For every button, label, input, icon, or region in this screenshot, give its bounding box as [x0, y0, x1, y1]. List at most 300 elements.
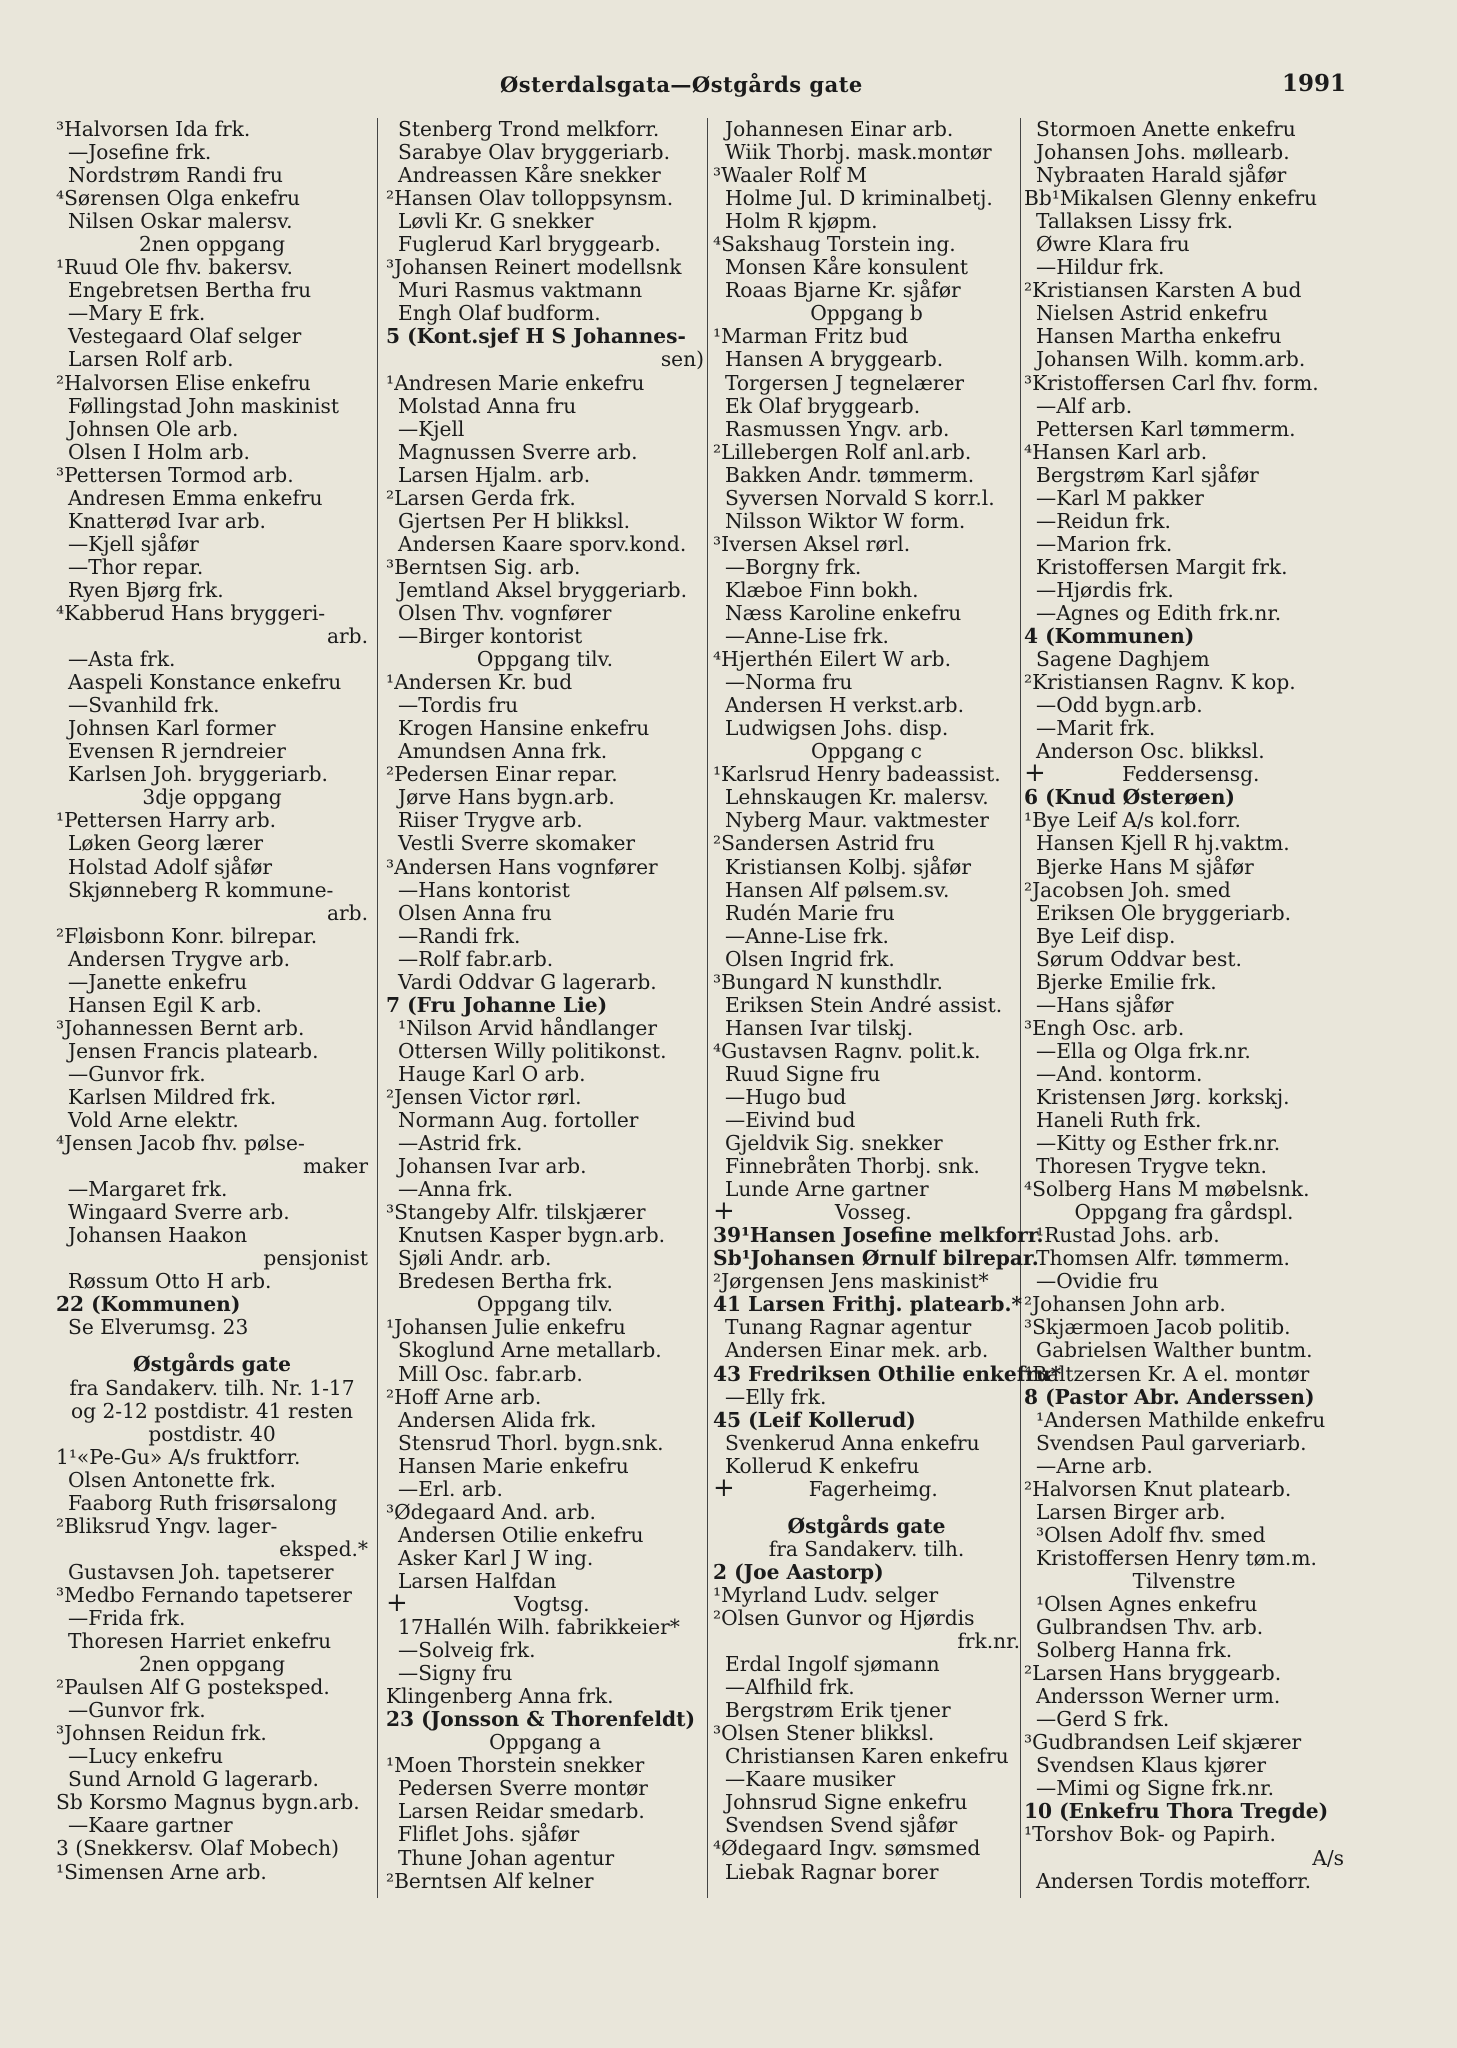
directory-entry: 41 Larsen Frithj. platearb.* [713, 1292, 1023, 1317]
directory-entry: Andersson Werner urm. [1036, 1684, 1281, 1709]
directory-entry: ¹Nilson Arvid håndlanger [398, 1015, 658, 1040]
directory-entry: —Lucy enkefru [68, 1744, 223, 1769]
directory-entry: Larsen Halfdan [398, 1568, 557, 1593]
directory-entry: Nilsson Wiktor W form. [725, 508, 966, 533]
directory-entry: Svendsen Klaus kjører [1036, 1753, 1267, 1778]
column-rule [1020, 118, 1021, 1898]
directory-entry: fra Sandakerv. tilh. Nr. 1-17 [69, 1375, 355, 1400]
directory-entry: Oppgang b [810, 301, 923, 326]
directory-entry: Wingaard Sverre arb. [68, 1200, 290, 1225]
directory-entry: og 2-12 postdistr. 41 resten [70, 1398, 354, 1423]
directory-entry: ³Ødegaard And. arb. [386, 1499, 596, 1524]
directory-entry: Ottersen Willy politikonst. [398, 1038, 667, 1063]
directory-entry: Svenkerud Anna enkefru [725, 1430, 980, 1455]
column-rule [377, 118, 378, 1898]
directory-entry: —Eivind bud [725, 1108, 856, 1133]
directory-entry: ²Lillebergen Rolf anl.arb. [713, 439, 972, 464]
directory-entry: Østgårds gate [787, 1513, 946, 1538]
directory-entry: ²Halvorsen Knut platearb. [1024, 1476, 1292, 1501]
directory-entry: ²Halvorsen Elise enkefru [56, 370, 311, 395]
directory-entry: Gustavsen Joh. tapetserer [68, 1559, 334, 1584]
directory-entry: ⁴Hansen Karl arb. [1024, 439, 1208, 464]
directory-entry: Klæboe Finn bokh. [725, 577, 919, 602]
directory-entry: —Borgny frk. [725, 554, 862, 579]
directory-entry: 8 (Pastor Abr. Anderssen) [1024, 1384, 1315, 1409]
directory-entry: Larsen Birger arb. [1036, 1499, 1226, 1524]
directory-entry: 4 (Kommunen) [1024, 624, 1195, 649]
column-rule [707, 118, 708, 1898]
directory-entry: Oppgang fra gårdspl. [1074, 1200, 1294, 1225]
directory-entry: Gjeldvik Sig. snekker [725, 1131, 943, 1156]
directory-entry: —Astrid frk. [398, 1131, 523, 1156]
directory-entry: ²Hansen Olav tolloppsynsm. [386, 186, 674, 211]
directory-entry: —Janette enkefru [68, 969, 248, 994]
directory-entry: Tunang Ragnar agentur [725, 1315, 972, 1340]
directory-entry: Johansen Haakon [68, 1223, 248, 1248]
directory-entry: —Reidun frk. [1036, 508, 1171, 533]
directory-entry: Christiansen Karen enkefru [725, 1744, 1009, 1769]
directory-entry: Ruud Signe fru [725, 1061, 881, 1086]
directory-entry: Tilvenstre [1132, 1568, 1236, 1593]
directory-entry: —Anne-Lise frk. [725, 624, 889, 649]
directory-entry: fra Sandakerv. tilh. [768, 1536, 965, 1561]
directory-entry: ²Olsen Gunvor og Hjørdis [713, 1606, 975, 1630]
directory-entry: —Anne-Lise frk. [725, 923, 889, 948]
directory-entry: —Kaare gartner [68, 1813, 233, 1838]
page-header [0, 72, 1457, 112]
directory-entry: arb. [326, 900, 368, 925]
directory-entry: ¹Rustad Johs. arb. [1036, 1223, 1220, 1248]
directory-entry: Oppgang c [810, 739, 922, 764]
directory-entry: Svendsen Svend sjåfør [725, 1813, 958, 1838]
directory-entry: Kristiansen Kolbj. sjåfør [725, 854, 971, 879]
directory-entry: —Josefine frk. [68, 140, 212, 165]
directory-entry: Sjøli Andr. arb. [398, 1246, 552, 1271]
directory-entry: —Signy fru [398, 1661, 513, 1686]
directory-entry: 3dje oppgang [142, 785, 282, 810]
directory-entry: —And. kontorm. [1036, 1061, 1203, 1086]
directory-entry: Gabrielsen Walther buntm. [1036, 1338, 1313, 1363]
directory-entry: ¹Moen Thorstein snekker [386, 1753, 645, 1778]
directory-entry: —Marion frk. [1036, 531, 1173, 556]
directory-entry: ³Olsen Adolf fhv. smed [1036, 1522, 1266, 1547]
directory-entry: ³Medbo Fernando tapetserer [56, 1582, 352, 1607]
directory-entry: Andersen H verkst.arb. [725, 693, 964, 718]
directory-entry: ²Sandersen Astrid fru [713, 831, 935, 856]
directory-entry: Amundsen Anna frk. [398, 739, 608, 764]
directory-entry: ¹Pettersen Harry arb. [56, 808, 277, 833]
directory-entry: 10 (Enkefru Thora Tregde) [1024, 1799, 1329, 1824]
directory-entry: —Norma fru [725, 670, 853, 695]
directory-entry: ³Johannessen Bernt arb. [56, 1015, 305, 1040]
directory-entry: A/s [1312, 1845, 1344, 1870]
directory-entry: eksped.* [279, 1536, 368, 1561]
directory-entry: 7 (Fru Johanne Lie) [386, 992, 608, 1017]
directory-entry: Øwre Klara fru [1036, 232, 1190, 257]
directory-entry: Fuglerud Karl bryggearb. [398, 232, 661, 257]
directory-entry: Hansen Martha enkefru [1036, 324, 1282, 349]
directory-entry: Johnsen Karl former [68, 716, 276, 741]
directory-entry: Andersen Alida frk. [398, 1407, 597, 1432]
directory-entry: ¹Olsen Agnes enkefru [1036, 1592, 1258, 1616]
column-1 [56, 118, 368, 1884]
column-3 [713, 117, 1062, 1884]
directory-entry: Andresen Emma enkefru [68, 485, 323, 510]
directory-entry: ¹Karlsrud Henry badeassist. [713, 762, 1001, 787]
directory-entry: —Mimi og Signe frk.nr. [1036, 1776, 1275, 1801]
directory-entry: Kollerud K enkefru [725, 1453, 920, 1478]
directory-entry: —Arne arb. [1036, 1453, 1153, 1478]
directory-entry: Thoresen Harriet enkefru [68, 1629, 332, 1654]
directory-entry: ³Berntsen Sig. arb. [386, 554, 581, 579]
directory-entry: ⁴Ødegaard Ingv. sømsmed [713, 1836, 981, 1861]
directory-entry: Andersen Einar mek. arb. [725, 1338, 989, 1363]
directory-entry: Andersen Trygve arb. [68, 946, 291, 971]
directory-entry: Jensen Francis platearb. [68, 1038, 319, 1063]
directory-entry: Syversen Norvald S korr.l. [725, 485, 995, 510]
directory-entry: Olsen Antonette frk. [68, 1467, 276, 1492]
directory-entry: ²Larsen Hans bryggearb. [1024, 1661, 1282, 1686]
directory-entry: —Ella og Olga frk.nr. [1036, 1038, 1251, 1063]
directory-entry: 3 (Snekkersv. Olaf Mobech) [56, 1836, 339, 1861]
directory-entry: —Hugo bud [725, 1084, 847, 1109]
directory-entry: —Elly frk. [725, 1384, 827, 1409]
directory-entry: 39¹Hansen Josefine melkforr. [713, 1223, 1044, 1248]
directory-entry: ²Jensen Victor rørl. [386, 1084, 582, 1109]
directory-entry: Johannesen Einar arb. [725, 117, 954, 141]
directory-entry: 17Hallén Wilh. fabrikkeier* [398, 1615, 680, 1640]
directory-entry: —Gerd S frk. [1036, 1707, 1170, 1732]
directory-entry: Oppgang a [489, 1730, 601, 1755]
directory-entry: Vold Arne elektr. [68, 1108, 239, 1133]
directory-entry: Fliflet Johs. sjåfør [398, 1822, 580, 1847]
directory-entry: Hansen Alf pølsem.sv. [725, 877, 950, 902]
directory-entry: Erdal Ingolf sjømann [725, 1652, 940, 1677]
directory-entry: Thomsen Alfr. tømmerm. [1036, 1246, 1290, 1271]
directory-entry: + Feddersensg. [1024, 758, 1260, 789]
directory-entry: Røssum Otto H arb. [68, 1269, 272, 1294]
directory-entry: ¹Ruud Ole fhv. bakersv. [56, 255, 293, 280]
directory-entry: 6 (Knud Østerøen) [1024, 785, 1235, 810]
directory-entry: Stenberg Trond melkforr. [398, 117, 660, 141]
directory-entry: Knutsen Kasper bygn.arb. [398, 1223, 666, 1248]
directory-entry: ²Johansen John arb. [1024, 1292, 1226, 1317]
directory-entry: Tallaksen Lissy frk. [1036, 209, 1234, 234]
directory-entry: Johansen Wilh. komm.arb. [1036, 347, 1306, 372]
directory-entry: Bredesen Bertha frk. [398, 1269, 613, 1294]
directory-entry: ⁴Baltzersen Kr. A el. montør [1024, 1361, 1310, 1386]
directory-entry: Normann Aug. fortoller [398, 1108, 639, 1133]
directory-entry: ²Bliksrud Yngv. lager- [56, 1513, 278, 1538]
directory-entry: Klingenberg Anna frk. [386, 1684, 614, 1709]
directory-entry: Holstad Adolf sjåfør [68, 854, 272, 879]
directory-entry: Engebretsen Bertha fru [68, 278, 312, 303]
directory-entry: Hansen Egil K arb. [68, 992, 262, 1017]
directory-entry: Stormoen Anette enkefru [1036, 117, 1296, 141]
directory-entry: Haneli Ruth frk. [1036, 1108, 1202, 1133]
directory-entry: sen) [660, 347, 704, 372]
directory-entry: ²Pedersen Einar repar. [386, 762, 618, 787]
directory-entry: Vardi Oddvar G lagerarb. [398, 969, 657, 994]
directory-entry: —Thor repar. [68, 554, 204, 579]
directory-entry: Finnebråten Thorbj. snk. [725, 1154, 980, 1179]
directory-entry: —Frida frk. [68, 1606, 186, 1630]
directory-entry: Andersen Kaare sporv.kond. [398, 531, 687, 556]
directory-entry: Bergstrøm Karl sjåfør [1036, 462, 1259, 487]
directory-entry: arb. [326, 624, 368, 649]
directory-entry: ³Skjærmoen Jacob politib. [1024, 1315, 1291, 1340]
directory-entry: Lunde Arne gartner [725, 1177, 929, 1202]
directory-entry: —Gunvor frk. [68, 1061, 206, 1086]
directory-entry: Nielsen Astrid enkefru [1036, 301, 1268, 326]
directory-entry: Liebak Ragnar borer [725, 1859, 939, 1884]
directory-entry: Hansen Ivar tilskj. [725, 1015, 914, 1040]
directory-entry: Eriksen Ole bryggeriarb. [1036, 900, 1292, 925]
directory-entry: Johansen Johs. møllearb. [1036, 140, 1290, 165]
directory-entry: —Marit frk. [1036, 716, 1156, 741]
column-4 [1024, 118, 1344, 1893]
directory-entry: Nybraaten Harald sjåfør [1036, 163, 1287, 188]
directory-entry: —Birger kontorist [398, 624, 583, 649]
directory-entry: ²Jørgensen Jens maskinist* [713, 1269, 989, 1294]
directory-entry: Larsen Reidar smedarb. [398, 1799, 645, 1824]
directory-entry: —Kjell sjåfør [68, 531, 199, 556]
directory-entry: Sb Korsmo Magnus bygn.arb. [56, 1790, 360, 1815]
directory-entry: ³Iversen Aksel rørl. [713, 531, 911, 556]
directory-entry: ¹Torshov Bok- og Papirh. [1024, 1822, 1276, 1847]
directory-entry: ³Halvorsen Ida frk. [56, 117, 251, 141]
directory-entry: Karlsen Mildred frk. [68, 1084, 277, 1109]
directory-entry: ¹Andersen Kr. bud [386, 670, 573, 695]
directory-entry: Sagene Daghjem [1036, 647, 1210, 672]
directory-entry: Skoglund Arne metallarb. [398, 1338, 662, 1363]
directory-entry: Olsen Ingrid frk. [725, 946, 895, 971]
directory-entry: Anderson Osc. blikksl. [1036, 739, 1265, 764]
directory-entry: Andreassen Kåre snekker [398, 163, 661, 188]
directory-entry: ³Stangeby Alfr. tilskjærer [386, 1200, 646, 1225]
directory-entry: Roaas Bjarne Kr. sjåfør [725, 278, 961, 303]
directory-entry: ¹Marman Fritz bud [713, 324, 909, 349]
directory-entry: ³Andersen Hans vognfører [386, 854, 658, 879]
directory-entry: —Hans sjåfør [1036, 992, 1174, 1017]
directory-entry: ³Kristoffersen Carl fhv. form. [1024, 370, 1319, 395]
directory-entry: Se Elverumsg. 23 [68, 1315, 249, 1340]
directory-entry: Løken Georg lærer [68, 831, 264, 856]
directory-entry: Vestegaard Olaf selger [68, 324, 302, 349]
directory-entry: Wiik Thorbj. mask.montør [725, 140, 992, 165]
directory-entry: ²Paulsen Alf G posteksped. [56, 1675, 330, 1700]
directory-entry: ⁴Gustavsen Ragnv. polit.k. [713, 1038, 981, 1063]
directory-entry: Østgårds gate [133, 1352, 291, 1377]
directory-entry: Torgersen J tegnelærer [725, 370, 965, 395]
cross-reference-mark: + [1024, 758, 1046, 789]
cross-reference-mark: + [386, 1588, 408, 1618]
directory-entry: Bye Leif disp. [1036, 923, 1176, 948]
directory-entry: —Solveig frk. [398, 1638, 536, 1663]
directory-entry: Krogen Hansine enkefru [398, 716, 650, 741]
directory-entry: postdistr. 40 [148, 1421, 276, 1446]
directory-entry: Johnsrud Signe enkefru [725, 1790, 968, 1815]
page-number: 1991 [1282, 70, 1347, 97]
directory-entry: frk.nr. [957, 1629, 1020, 1654]
directory-entry: ²Larsen Gerda frk. [386, 485, 576, 510]
directory-entry: Ludwigsen Johs. disp. [725, 716, 949, 741]
directory-entry: Olsen I Holm arb. [68, 439, 250, 464]
directory-entry: Oppgang tilv. [476, 1292, 614, 1317]
directory-entry: Pedersen Sverre montør [398, 1776, 648, 1801]
directory-entry: —Kitty og Esther frk.nr. [1036, 1131, 1281, 1156]
directory-entry: Løvli Kr. G snekker [398, 209, 594, 234]
directory-entry: Magnussen Sverre arb. [398, 439, 638, 464]
directory-entry: Sørum Oddvar best. [1036, 946, 1242, 971]
directory-entry: —Alfhild frk. [725, 1675, 855, 1700]
directory-entry: ³Gudbrandsen Leif skjærer [1024, 1730, 1302, 1755]
directory-entry: Jørve Hans bygn.arb. [398, 785, 615, 810]
directory-entry: 23 (Jonsson & Thorenfeldt) [386, 1707, 696, 1732]
directory-entry [56, 1339, 368, 1353]
directory-entry: ²Kristiansen Karsten A bud [1024, 278, 1302, 303]
directory-entry: Larsen Rolf arb. [68, 347, 234, 372]
directory-entry: —Randi frk. [398, 923, 521, 948]
directory-entry: Bjerke Emilie frk. [1036, 969, 1217, 994]
cross-reference-mark: + [713, 1472, 735, 1503]
directory-entry: Nyberg Maur. vaktmester [725, 808, 989, 833]
directory-entry: Johnsen Ole arb. [68, 416, 239, 441]
directory-entry: Olsen Anna fru [398, 900, 552, 925]
directory-entry: Ryen Bjørg frk. [68, 577, 224, 602]
directory-entry: ²Kristiansen Ragnv. K kop. [1024, 670, 1296, 695]
directory-entry: ¹Bye Leif A/s kol.forr. [1024, 808, 1241, 833]
directory-entry: ³Johnsen Reidun frk. [56, 1721, 267, 1746]
directory-entry: Bb¹Mikalsen Glenny enkefru [1024, 186, 1318, 211]
directory-entry: Rasmussen Yngv. arb. [725, 416, 950, 441]
directory-entry: —Ovidie fru [1036, 1269, 1159, 1294]
directory-entry: ⁴Solberg Hans M møbelsnk. [1024, 1177, 1310, 1202]
directory-entry: Hansen Marie enkefru [398, 1453, 629, 1478]
directory-entry: 1¹«Pe-Gu» A/s fruktforr. [56, 1444, 301, 1469]
directory-entry: ⁴Jensen Jacob fhv. pølse- [56, 1131, 305, 1156]
directory-entry: ¹Simensen Arne arb. [56, 1859, 267, 1884]
directory-entry: ⁴Kabberud Hans bryggeri- [56, 600, 326, 625]
directory-entry: ²Hoff Arne arb. [386, 1384, 542, 1409]
directory-entry: + Vosseg. [713, 1196, 912, 1227]
directory-entry: Solberg Hanna frk. [1036, 1638, 1233, 1663]
directory-entry: Johansen Ivar arb. [398, 1154, 587, 1179]
directory-entry: —Kjell [398, 416, 465, 441]
directory-entry: Engh Olaf budform. [398, 301, 601, 326]
directory-entry: —Erl. arb. [398, 1476, 503, 1501]
directory-entry: + Fagerheimg. [713, 1472, 938, 1503]
directory-entry: —Agnes og Edith frk.nr. [1036, 600, 1282, 625]
directory-entry: Molstad Anna fru [398, 393, 577, 418]
directory-entry: Bakken Andr. tømmerm. [725, 462, 975, 487]
directory-entry: Bjerke Hans M sjåfør [1036, 854, 1254, 879]
directory-entry: Faaborg Ruth frisørsalong [68, 1490, 338, 1515]
directory-entry: Aaspeli Konstance enkefru [68, 670, 342, 695]
directory-entry: ⁴Sørensen Olga enkefru [56, 186, 301, 211]
directory-entry: 2nen oppgang [138, 1652, 286, 1677]
directory-entry: —Odd bygn.arb. [1036, 693, 1203, 718]
directory-entry: Muri Rasmus vaktmann [398, 278, 643, 303]
directory-entry: —Margaret frk. [68, 1177, 228, 1202]
directory-entry: maker [302, 1154, 368, 1179]
directory-entry: Vestli Sverre skomaker [398, 831, 636, 856]
directory-entry: Ek Olaf bryggearb. [725, 393, 921, 418]
directory-entry: pensjonist [263, 1246, 368, 1271]
directory-entry: Nordstrøm Randi fru [68, 163, 283, 188]
directory-entry: Hansen A bryggearb. [725, 347, 944, 372]
directory-entry: —Kaare musiker [725, 1767, 896, 1792]
directory-entry: Kristoffersen Henry tøm.m. [1036, 1545, 1317, 1570]
directory-entry: Sund Arnold G lagerarb. [68, 1767, 319, 1792]
directory-entry: ³Pettersen Tormod arb. [56, 462, 294, 487]
directory-entry: Bergstrøm Erik tjener [725, 1698, 951, 1723]
directory-entry: —Hildur frk. [1036, 255, 1165, 280]
directory-entry: Andersen Tordis motefforr. [1036, 1868, 1312, 1893]
directory-entry: —Asta frk. [68, 647, 176, 672]
running-title: Østerdalsgata—Østgårds gate [500, 72, 863, 97]
directory-entry: Nilsen Oskar malersv. [68, 209, 293, 234]
directory-entry: 22 (Kommunen) [56, 1292, 241, 1317]
directory-entry: —Hjørdis frk. [1036, 577, 1174, 602]
directory-entry: ¹Andersen Mathilde enkefru [1036, 1407, 1326, 1432]
directory-entry: Kristoffersen Margit frk. [1036, 554, 1288, 579]
directory-entry [713, 1501, 1020, 1515]
directory-entry: Riiser Trygve arb. [398, 808, 583, 833]
directory-entry: Andersen Otilie enkefru [398, 1522, 644, 1547]
directory-entry: Olsen Thv. vognfører [398, 600, 612, 625]
directory-entry: ²Berntsen Alf kelner [386, 1868, 594, 1893]
directory-entry: ³Johansen Reinert modellsnk [386, 255, 682, 280]
directory-entry: —Rolf fabr.arb. [398, 946, 554, 971]
directory-entry: Rudén Marie fru [725, 900, 895, 925]
cross-reference-mark: + [713, 1196, 735, 1227]
directory-entry: Jemtland Aksel bryggeriarb. [398, 577, 688, 602]
directory-entry: Eriksen Stein André assist. [725, 992, 1003, 1017]
directory-entry: Sb¹Johansen Ørnulf bilrepar. [713, 1246, 1039, 1271]
directory-entry: + Vogtsg. [386, 1588, 590, 1618]
directory-entry: —Alf arb. [1036, 393, 1133, 418]
directory-entry: Asker Karl J W ing. [398, 1545, 594, 1570]
directory-entry: Thoresen Trygve tekn. [1036, 1154, 1267, 1179]
directory-entry: 2nen oppgang [138, 232, 286, 257]
directory-entry: Thune Johan agentur [398, 1845, 615, 1870]
directory-entry: —Tordis fru [398, 693, 519, 718]
directory-entry: ³Olsen Stener blikksl. [713, 1721, 935, 1746]
directory-entry: ¹Myrland Ludv. selger [713, 1582, 939, 1607]
directory-entry: —Anna frk. [398, 1177, 513, 1202]
directory-entry: Knatterød Ivar arb. [68, 508, 266, 533]
directory-entry: —Svanhild frk. [68, 693, 220, 718]
directory-entry: Hauge Karl O arb. [398, 1061, 586, 1086]
directory-entry: Kristensen Jørg. korkskj. [1036, 1084, 1290, 1109]
directory-entry: Gjertsen Per H blikksl. [398, 508, 631, 533]
directory-entry: Sarabye Olav bryggeriarb. [398, 140, 671, 165]
directory-entry: Holm R kjøpm. [725, 209, 878, 234]
directory-entry: Pettersen Karl tømmerm. [1036, 416, 1296, 441]
directory-entry: ³Waaler Rolf M [713, 163, 867, 188]
directory-entry: Lehnskaugen Kr. malersv. [725, 785, 989, 810]
directory-entry: —Karl M pakker [1036, 485, 1204, 510]
directory-entry: ³Engh Osc. arb. [1024, 1015, 1185, 1040]
directory-entry: Oppgang tilv. [476, 647, 614, 672]
directory-entry: Svendsen Paul garveriarb. [1036, 1430, 1307, 1455]
directory-entry: ²Jacobsen Joh. smed [1024, 877, 1231, 902]
directory-entry: —Gunvor frk. [68, 1698, 206, 1723]
directory-entry: ²Fløisbonn Konr. bilrepar. [56, 923, 318, 948]
directory-entry: ⁴Hjerthén Eilert W arb. [713, 647, 952, 672]
directory-entry: —Mary E frk. [68, 301, 206, 326]
